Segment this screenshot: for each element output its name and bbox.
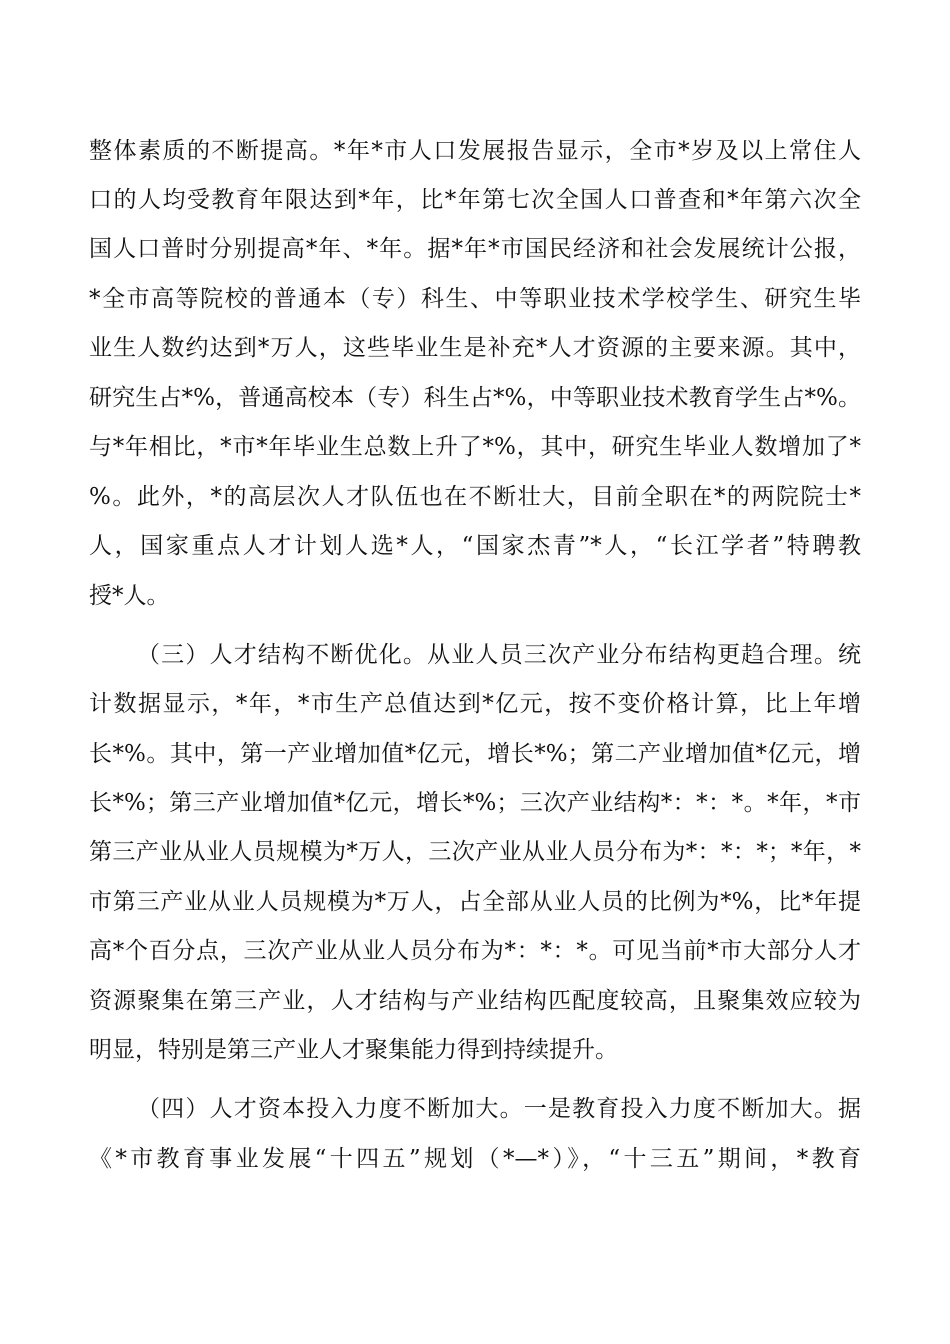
text-line: 授*人。 xyxy=(89,583,170,609)
text-line: 长*%；第三产业增加值*亿元，增长*%；三次产业结构*：*：*。*年，*市 xyxy=(89,790,861,816)
text-line: *全市高等院校的普通本（专）科生、中等职业技术学校学生、研究生毕 xyxy=(89,286,861,312)
text-line: 长*%。其中，第一产业增加值*亿元，增长*%；第二产业增加值*亿元，增 xyxy=(89,741,861,767)
text-line: 业生人数约达到*万人，这些毕业生是补充*人才资源的主要来源。其中， xyxy=(89,335,861,361)
text-line: 第三产业从业人员规模为*万人，三次产业从业人员分布为*：*：*；*年，* xyxy=(89,839,861,865)
text-line: 市第三产业从业人员规模为*万人，占全部从业人员的比例为*%，比*年提 xyxy=(89,889,861,915)
section-heading-line: （四）人才资本投入力度不断加大。一是教育投入力度不断加大。据 xyxy=(137,1096,861,1122)
text-line: 整体素质的不断提高。*年*市人口发展报告显示，全市*岁及以上常住人 xyxy=(89,138,861,164)
text-line: %。此外，*的高层次人才队伍也在不断壮大，目前全职在*的两院院士* xyxy=(89,484,861,510)
text-line: 研究生占*%，普通高校本（专）科生占*%，中等职业技术教育学生占*%。 xyxy=(89,385,861,411)
text-line: 资源聚集在第三产业，人才结构与产业结构匹配度较高，且聚集效应较为 xyxy=(89,988,861,1014)
text-line: 国人口普时分别提高*年、*年。据*年*市国民经济和社会发展统计公报， xyxy=(89,236,861,262)
text-line: 《*市教育事业发展“十四五”规划（*—*）》，“十三五”期间，*教育 xyxy=(89,1146,861,1172)
text-line: 明显，特别是第三产业人才聚集能力得到持续提升。 xyxy=(89,1037,618,1063)
text-line: 计数据显示，*年，*市生产总值达到*亿元，按不变价格计算，比上年增 xyxy=(89,691,861,717)
section-heading-line: （三）人才结构不断优化。从业人员三次产业分布结构更趋合理。统 xyxy=(137,642,861,668)
text-line: 高*个百分点，三次产业从业人员分布为*：*：*。可见当前*市大部分人才 xyxy=(89,938,861,964)
text-line: 口的人均受教育年限达到*年，比*年第七次全国人口普查和*年第六次全 xyxy=(89,187,861,213)
text-line: 人，国家重点人才计划人选*人，“国家杰青”*人，“长江学者”特聘教 xyxy=(89,533,861,559)
text-line: 与*年相比，*市*年毕业生总数上升了*%，其中，研究生毕业人数增加了* xyxy=(89,434,861,460)
